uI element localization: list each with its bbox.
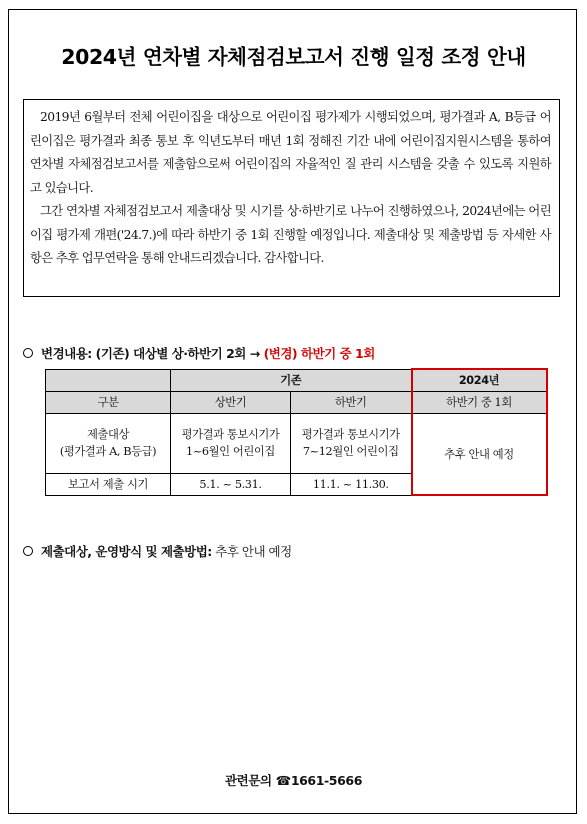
change-before: (기존) 대상별 상·하반기 2회 bbox=[95, 346, 246, 361]
change-label: 변경내용: bbox=[41, 346, 92, 361]
table-corner-cell bbox=[46, 369, 171, 391]
notice-paragraph-2: 그간 연차별 자체점검보고서 제출대상 및 시기를 상·하반기로 나누어 진행하였으나, 2024년에는 어린이집 평가제 개편('24.7.)에 따라 하반기 중 1회 진행할 예정입니다. 제출대상 및 제출방법 등 자세한 사항은 추후 업무연락을 통해 안내드리겠습니다. 감사합니다. bbox=[30, 204, 551, 265]
change-after: (변경) 하반기 중 1회 bbox=[263, 346, 375, 361]
row-period-second-half: 11.1. ~ 11.30. bbox=[291, 473, 412, 495]
header-2024-once: 하반기 중 1회 bbox=[412, 391, 547, 413]
submission-label: 제출대상, 운영방식 및 제출방법: bbox=[41, 544, 212, 559]
row-target-first-line2: 1~6월인 어린이집 bbox=[186, 445, 275, 458]
schedule-table bbox=[45, 368, 548, 496]
notice-box bbox=[23, 99, 560, 297]
notice-paragraph-1: 2019년 6월부터 전체 어린이집을 대상으로 어린이집 평가제가 시행되었으며, 평가결과 A, B등급 어린이집은 평가결과 최종 통보 후 익년도부터 매년 1회 정해진 기간 내에 어린이집지원시스템을 통하여 연차별 자체점검보고서를 제출함으로써 어린이집의 자율적인 질 관리 시스템을 갖출 수 있도록 지원하고 있습니다. bbox=[30, 110, 551, 195]
change-section bbox=[23, 344, 375, 362]
header-category: 구분 bbox=[46, 391, 171, 413]
row-target-label-line1: 제출대상 bbox=[86, 428, 130, 441]
header-first-half: 상반기 bbox=[171, 391, 291, 413]
submission-value: 추후 안내 예정 bbox=[215, 544, 292, 559]
row-target-first-line1: 평가결과 통보시기가 bbox=[181, 428, 280, 441]
contact-info: 관련문의 ☎1661-5666 bbox=[225, 773, 362, 788]
circle-bullet-icon bbox=[23, 546, 33, 556]
row-period-label: 보고서 제출 시기 bbox=[46, 473, 171, 495]
header-2024: 2024년 bbox=[412, 369, 547, 391]
arrow-icon: → bbox=[249, 346, 260, 361]
submission-section bbox=[23, 542, 292, 560]
circle-bullet-icon bbox=[23, 348, 33, 358]
row-target-first-half bbox=[171, 413, 291, 473]
row-target-second-line2: 7~12월인 어린이집 bbox=[302, 445, 399, 458]
row-target-second-line1: 평가결과 통보시기가 bbox=[301, 428, 400, 441]
header-existing: 기존 bbox=[171, 369, 412, 391]
row-2024-value: 추후 안내 예정 bbox=[412, 413, 547, 495]
row-period-first-half: 5.1. ~ 5.31. bbox=[171, 473, 291, 495]
row-target-label bbox=[46, 413, 171, 473]
page-title: 2024년 연차별 자체점검보고서 진행 일정 조정 안내 bbox=[61, 45, 526, 69]
header-second-half: 하반기 bbox=[291, 391, 412, 413]
row-target-second-half bbox=[291, 413, 412, 473]
row-target-label-line2: (평가결과 A, B등급) bbox=[59, 445, 157, 458]
